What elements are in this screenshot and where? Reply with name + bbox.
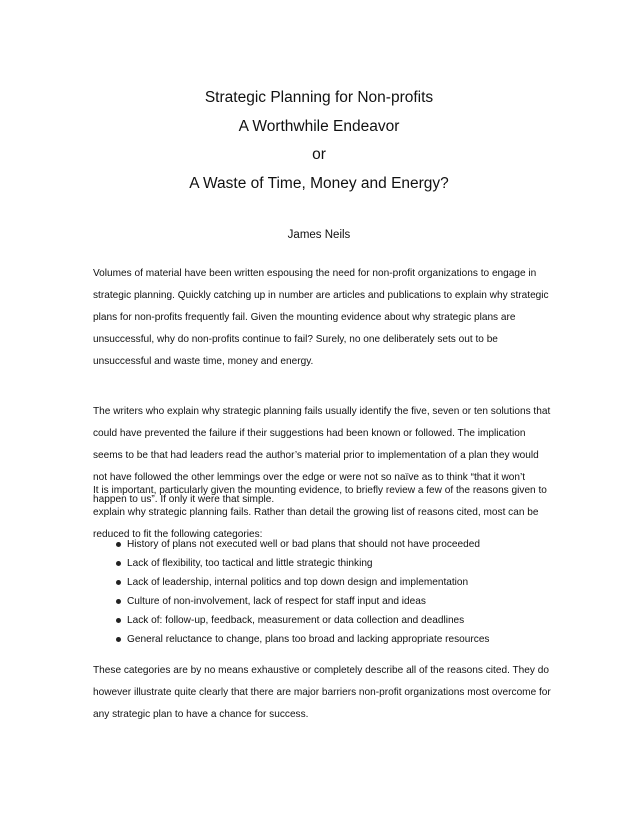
list-item (93, 535, 553, 554)
paragraph-writers: The writers who explain why strategic planning fails usually identify the five, seven or ten solutions that could have prevented the failure if their suggestions had been known or followed. The implication seems to be that had leaders read the author’s material prior to implementation of a plan they would not have followed the other lemmings over the edge or were not so naïve as to think “that it won’t happen to us”. If only it were that simple. (93, 406, 551, 505)
bullet-icon (116, 561, 121, 566)
bullet-icon (116, 580, 121, 585)
bullet-icon (116, 618, 121, 623)
title-line-2: A Worthwhile Endeavor (238, 118, 400, 135)
list-item-text: Lack of: follow-up, feedback, measurement or data collection and deadlines (127, 615, 465, 626)
paragraph-intro: Volumes of material have been written espousing the need for non-profit organizations to engage in strategic planning. Quickly catching up in number are articles and publications to explain why strategic plans for non-profits frequently fail. Given the mounting evidence about why strategic plans are unsuccessful, why do non-profits continue to fail? Surely, no one deliberately sets out to be unsuccessful and waste time, money and energy. (93, 268, 549, 367)
list-item-text: General reluctance to change, plans too broad and lacking appropriate resources (127, 634, 490, 645)
list-item-text: Lack of flexibility, too tactical and little strategic thinking (127, 558, 373, 569)
list-item-text: Lack of leadership, internal politics and top down design and implementation (127, 577, 469, 588)
bullet-icon (116, 599, 121, 604)
list-item (93, 592, 553, 611)
title-line-3: or (312, 146, 326, 163)
list-item-text: History of plans not executed well or bad plans that should not have proceeded (127, 539, 480, 550)
title-line-4: A Waste of Time, Money and Energy? (189, 175, 449, 192)
paragraph-reasons: It is important, particularly given the mounting evidence, to briefly review a few of the reasons given to explain why strategic planning fails. Rather than detail the growing list of reasons cited, most can be reduced to fit the following categories: (93, 485, 547, 540)
list-item (93, 573, 553, 592)
list-item (93, 611, 553, 630)
list-item (93, 554, 553, 573)
list-item (93, 630, 553, 649)
list-item-text: Culture of non-involvement, lack of respect for staff input and ideas (127, 596, 426, 607)
title-line-1: Strategic Planning for Non-profits (204, 89, 434, 106)
bullet-icon (116, 542, 121, 547)
author-name: James Neils (287, 229, 351, 241)
reasons-list (93, 535, 553, 649)
paragraph-conclusion: These categories are by no means exhaustive or completely describe all of the reasons cited. They do however illustrate quite clearly that there are major barriers non-profit organizations most overcome for any strategic plan to have a chance for success. (93, 665, 551, 720)
bullet-icon (116, 637, 121, 642)
